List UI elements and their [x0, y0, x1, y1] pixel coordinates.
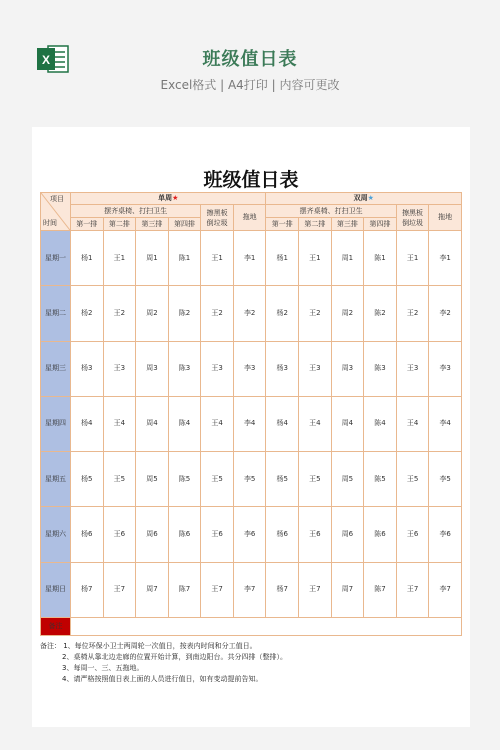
- duty-cell[interactable]: 陈1: [168, 231, 201, 286]
- duty-cell[interactable]: 杨4: [71, 396, 104, 451]
- red-star-icon: ★: [172, 194, 179, 203]
- duty-cell[interactable]: 王2: [299, 286, 332, 341]
- double-week-header: 双周★: [266, 193, 462, 205]
- duty-cell[interactable]: 杨4: [266, 396, 299, 451]
- row-label-3: 第三排: [331, 218, 364, 231]
- blue-star-icon: ★: [367, 194, 374, 203]
- day-label-cell: 星期一: [41, 231, 71, 286]
- mop-header-double: 拖地: [429, 205, 462, 231]
- duty-cell[interactable]: 杨5: [266, 452, 299, 507]
- duty-cell[interactable]: 王6: [396, 507, 429, 562]
- duty-cell[interactable]: 李1: [429, 231, 462, 286]
- duty-cell[interactable]: 周2: [331, 286, 364, 341]
- day-row: [41, 341, 462, 396]
- duty-cell[interactable]: 周7: [331, 562, 364, 617]
- duty-cell[interactable]: 王1: [396, 231, 429, 286]
- note-line: 4、请严格按照值日表上面的人员进行值日，如有变动提前告知。: [62, 675, 263, 683]
- duty-cell[interactable]: 王1: [299, 231, 332, 286]
- duty-cell[interactable]: 周6: [136, 507, 169, 562]
- document-sheet: [32, 127, 470, 727]
- duty-cell[interactable]: 李5: [429, 452, 462, 507]
- duty-cell[interactable]: 周3: [331, 341, 364, 396]
- arrange-header-double: 摆齐桌椅、打扫卫生: [266, 205, 396, 218]
- duty-cell[interactable]: 李6: [233, 507, 266, 562]
- duty-cell[interactable]: 王4: [201, 396, 234, 451]
- remark-value-cell[interactable]: [71, 617, 462, 635]
- duty-cell[interactable]: 杨2: [266, 286, 299, 341]
- row-label-2: 第二排: [103, 218, 136, 231]
- duty-cell[interactable]: 杨1: [71, 231, 104, 286]
- duty-cell[interactable]: 杨6: [71, 507, 104, 562]
- duty-cell[interactable]: 杨5: [71, 452, 104, 507]
- duty-cell[interactable]: 周1: [136, 231, 169, 286]
- duty-cell[interactable]: 周4: [331, 396, 364, 451]
- duty-cell[interactable]: 杨7: [266, 562, 299, 617]
- duty-cell[interactable]: 陈4: [364, 396, 397, 451]
- duty-cell[interactable]: 周4: [136, 396, 169, 451]
- duty-cell[interactable]: 王5: [201, 452, 234, 507]
- day-row: [41, 452, 462, 507]
- remark-label-cell: 备注: [41, 617, 71, 635]
- document-title: 班级值日表: [203, 169, 299, 191]
- duty-cell[interactable]: 杨2: [71, 286, 104, 341]
- duty-cell[interactable]: 王5: [103, 452, 136, 507]
- corner-header-cell: [41, 193, 71, 231]
- single-week-header: 单周★: [71, 193, 266, 205]
- duty-cell[interactable]: 王4: [103, 396, 136, 451]
- row-label-4: 第四排: [364, 218, 397, 231]
- duty-table: [40, 192, 462, 636]
- row-label-2: 第二排: [299, 218, 332, 231]
- duty-cell[interactable]: 王2: [103, 286, 136, 341]
- duty-cell[interactable]: 王1: [103, 231, 136, 286]
- duty-cell[interactable]: 周7: [136, 562, 169, 617]
- duty-cell[interactable]: 李7: [429, 562, 462, 617]
- corner-bottom-label: 时间: [43, 219, 57, 228]
- duty-cell[interactable]: 王3: [201, 341, 234, 396]
- duty-cell[interactable]: 王7: [103, 562, 136, 617]
- duty-cell[interactable]: 李2: [233, 286, 266, 341]
- note-line: 备注： 1、每位环保小卫士两周轮一次值日，按表内时间和分工值日。: [40, 642, 257, 650]
- day-row: [41, 396, 462, 451]
- day-row: [41, 231, 462, 286]
- mop-header-single: 拖地: [233, 205, 266, 231]
- duty-cell[interactable]: 陈3: [168, 341, 201, 396]
- day-label-cell: 星期三: [41, 341, 71, 396]
- duty-cell[interactable]: 李5: [233, 452, 266, 507]
- row-label-3: 第三排: [136, 218, 169, 231]
- day-label-cell: 星期五: [41, 452, 71, 507]
- arrange-header-single: 摆齐桌椅、打扫卫生: [71, 205, 201, 218]
- duty-cell[interactable]: 杨1: [266, 231, 299, 286]
- duty-cell[interactable]: 陈7: [168, 562, 201, 617]
- duty-cell[interactable]: 陈4: [168, 396, 201, 451]
- duty-cell[interactable]: 王6: [103, 507, 136, 562]
- row-label-1: 第一排: [266, 218, 299, 231]
- duty-cell[interactable]: 李2: [429, 286, 462, 341]
- duty-cell[interactable]: 杨7: [71, 562, 104, 617]
- wipe-board-header-double: 擦黑板 倒垃圾: [396, 205, 429, 231]
- day-row: [41, 507, 462, 562]
- duty-cell[interactable]: 王3: [396, 341, 429, 396]
- duty-cell[interactable]: 王7: [396, 562, 429, 617]
- row-label-4: 第四排: [168, 218, 201, 231]
- duty-cell[interactable]: 王3: [103, 341, 136, 396]
- day-label-cell: 星期日: [41, 562, 71, 617]
- duty-cell[interactable]: 陈5: [168, 452, 201, 507]
- duty-cell[interactable]: 李7: [233, 562, 266, 617]
- note-line: 2、桌椅从靠北边走廊的位置开始计算，到南边阳台。共分四排（整排）。: [62, 653, 287, 661]
- row-label-1: 第一排: [71, 218, 104, 231]
- duty-cell[interactable]: 陈1: [364, 231, 397, 286]
- duty-cell[interactable]: 陈5: [364, 452, 397, 507]
- duty-cell[interactable]: 王6: [299, 507, 332, 562]
- duty-cell[interactable]: 周5: [136, 452, 169, 507]
- duty-cell[interactable]: 周6: [331, 507, 364, 562]
- duty-cell[interactable]: 王3: [299, 341, 332, 396]
- duty-cell[interactable]: 王1: [201, 231, 234, 286]
- duty-cell[interactable]: 杨6: [266, 507, 299, 562]
- duty-cell[interactable]: 杨3: [71, 341, 104, 396]
- duty-cell[interactable]: 陈6: [364, 507, 397, 562]
- page-header: [0, 0, 500, 120]
- duty-cell[interactable]: 李3: [429, 341, 462, 396]
- duty-cell[interactable]: 陈2: [364, 286, 397, 341]
- page-title: 班级值日表: [202, 49, 298, 70]
- day-label-cell: 星期二: [41, 286, 71, 341]
- duty-cell[interactable]: 陈2: [168, 286, 201, 341]
- duty-cell[interactable]: 王5: [396, 452, 429, 507]
- duty-cell[interactable]: 王2: [396, 286, 429, 341]
- duty-cell[interactable]: 王6: [201, 507, 234, 562]
- notes-section: [40, 641, 465, 685]
- duty-cell[interactable]: 陈3: [364, 341, 397, 396]
- duty-cell[interactable]: 王4: [299, 396, 332, 451]
- duty-cell[interactable]: 陈7: [364, 562, 397, 617]
- day-label-cell: 星期四: [41, 396, 71, 451]
- duty-cell[interactable]: 周1: [331, 231, 364, 286]
- duty-cell[interactable]: 王5: [299, 452, 332, 507]
- wipe-board-header-single: 擦黑板 倒垃圾: [201, 205, 234, 231]
- duty-cell[interactable]: 李3: [233, 341, 266, 396]
- page-subtitle: Excel格式 | A4打印 | 内容可更改: [160, 78, 340, 92]
- svg-text:X: X: [41, 53, 51, 67]
- duty-cell[interactable]: 李4: [429, 396, 462, 451]
- note-line: 3、每周一、三、五拖地。: [62, 664, 144, 672]
- duty-cell[interactable]: 陈6: [168, 507, 201, 562]
- duty-cell[interactable]: 李6: [429, 507, 462, 562]
- duty-cell[interactable]: 王7: [299, 562, 332, 617]
- duty-cell[interactable]: 周3: [136, 341, 169, 396]
- duty-cell[interactable]: 李4: [233, 396, 266, 451]
- duty-cell[interactable]: 周5: [331, 452, 364, 507]
- duty-cell[interactable]: 王4: [396, 396, 429, 451]
- day-label-cell: 星期六: [41, 507, 71, 562]
- day-rows: [41, 231, 462, 618]
- day-row: [41, 286, 462, 341]
- corner-top-label: 项目: [50, 195, 64, 203]
- duty-cell[interactable]: 周2: [136, 286, 169, 341]
- duty-cell[interactable]: 杨3: [266, 341, 299, 396]
- duty-cell[interactable]: 王2: [201, 286, 234, 341]
- duty-cell[interactable]: 王7: [201, 562, 234, 617]
- day-row: [41, 562, 462, 617]
- duty-cell[interactable]: 李1: [233, 231, 266, 286]
